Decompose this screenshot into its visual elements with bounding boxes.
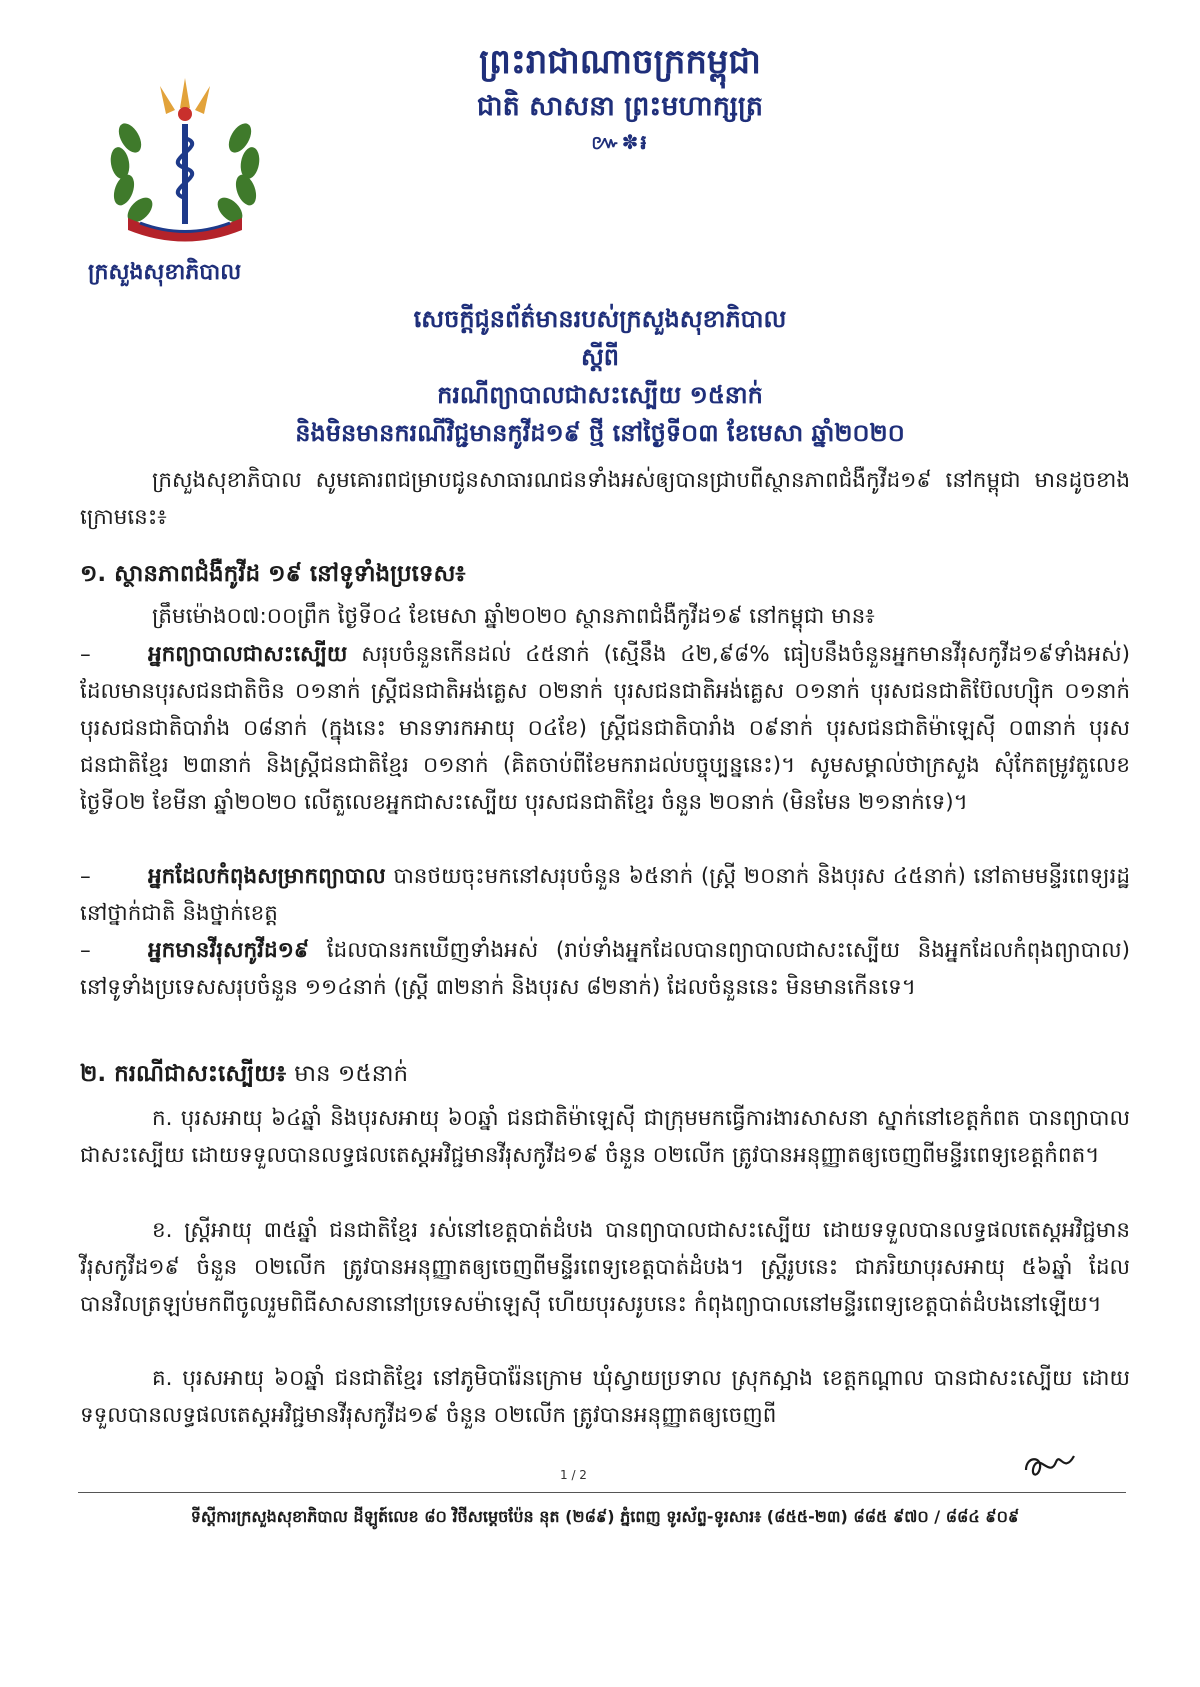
bullet-total-label: អ្នកមានវីរុសកូវីដ១៩	[148, 938, 310, 963]
bullet-recovered-text: សរុបចំនួនកើនដល់ ៤៥នាក់ (ស្មើនឹង ៤២,៩៨% ធៀបនឹងចំនួនអ្នកមានវីរុសកូវីដ១៩ទាំងអស់) ដែលមានបុរសជនជាតិចិន ០១នាក់ ស្ត្រីជនជាតិអង់គ្លេស ០២នាក់ បុរសជនជាតិអង់គ្លេស ០១នាក់ បុរសជនជាតិប៊ែលហ្ស៊ិក ០១នាក់ បុរសជនជាតិបារាំង ០៨នាក់ (ក្នុងនេះ មានទារកអាយុ ០៤ខែ) ស្ត្រីជនជាតិបារាំង ០៩នាក់ បុរសជនជាតិម៉ាឡេស៊ី ០៣នាក់ បុរសជនជាតិខ្មែរ ២៣នាក់ និងស្ត្រីជនជាតិខ្មែរ ០១នាក់ (គិតចាប់ពីខែមករាដល់បច្ចុប្បន្ននេះ)។ សូមសម្គាល់ថាក្រសួង សុំកែតម្រូវតួលេខថ្ងៃទី០២ ខែមីនា ឆ្នាំ២០២០ លើតួលេខអ្នកជាសះស្បើយ បុរសជនជាតិខ្មែរ ចំនួន ២០នាក់ (មិនមែន ២១នាក់ទេ)។	[80, 642, 1131, 815]
title-line-3: ករណីព្យាបាលជាសះស្បើយ ១៥នាក់	[437, 381, 763, 409]
bullet-in-treatment-text: បានថយចុះមកនៅសរុបចំនួន ៦៥នាក់ (ស្ត្រី ២០នាក់ និងបុរស ៤៥នាក់) នៅតាមមន្ទីរពេទ្យរដ្ឋនៅថ្នាក់ជាតិ និងថ្នាក់ខេត្ត	[80, 864, 1130, 926]
kingdom-name: ព្រះរាជាណាចក្រកម្ពុជា	[479, 42, 761, 82]
section-1-bullet-in-treatment: – អ្នកដែលកំពុងសម្រាកព្យាបាល បានថយចុះមកនៅសរុបចំនួន ៦៥នាក់ (ស្ត្រី ២០នាក់ និងបុរស ៤៥នាក់) នៅតាមមន្ទីរពេទ្យរដ្ឋនៅថ្នាក់ជាតិ និងថ្នាក់ខេត្ត	[80, 864, 1130, 926]
case-item-ka: ក. បុរសអាយុ ៦៤ឆ្នាំ និងបុរសអាយុ ៦០ឆ្នាំ ជនជាតិម៉ាឡេស៊ី ជាក្រុមមកធ្វើការងារសាសនា ស្នាក់នៅខេត្តកំពត បានព្យាបាលជាសះស្បើយ ដោយទទួលបានលទ្ធផលតេស្តអវិជ្ជមានវីរុសកូវីដ១៩ ចំនួន ០២លើក ត្រូវបានអនុញ្ញាតឲ្យចេញពីមន្ទីរពេទ្យខេត្តកំពត។	[80, 1106, 1130, 1168]
section-1-bullet-total: – អ្នកមានវីរុសកូវីដ១៩ ដែលបានរកឃើញទាំងអស់ (រាប់ទាំងអ្នកដែលបានព្យាបាលជាសះស្បើយ និងអ្នកដែលកំពុងព្យាបាល) នៅទូទាំងប្រទេសសរុបចំនួន ១១៤នាក់ (ស្ត្រី ៣២នាក់ និងបុរស ៨២នាក់) ដែលចំនួននេះ មិនមានកើនទេ។	[80, 938, 1130, 1000]
bullet-recovered-label: អ្នកព្យាបាលជាសះស្បើយ	[148, 642, 348, 667]
kingdom-header	[400, 38, 840, 156]
intro-paragraph: ក្រសួងសុខាភិបាល សូមគោរពជម្រាបជូនសាធារណជនទាំងអស់ឲ្យបានជ្រាបពីស្ថានភាពជំងឺកូវីដ១៩ នៅកម្ពុជា មានដូចខាងក្រោមនេះ៖	[80, 468, 1130, 530]
section-1-heading: ១. ស្ថានភាពជំងឺកូវីដ ១៩ នៅទូទាំងប្រទេស៖	[80, 561, 466, 587]
bullet-total-text: ដែលបានរកឃើញទាំងអស់ (រាប់ទាំងអ្នកដែលបានព្យាបាលជាសះស្បើយ និងអ្នកដែលកំពុងព្យាបាល) នៅទូទាំងប្រទេសសរុបចំនួន ១១៤នាក់ (ស្ត្រី ៣២នាក់ និងបុរស ៨២នាក់) ដែលចំនួននេះ មិនមានកើនទេ។	[80, 938, 1130, 1000]
page-number: 1 / 2	[560, 1468, 587, 1482]
national-motto: ជាតិ សាសនា ព្រះមហាក្សត្រ	[476, 91, 764, 122]
document-title	[160, 300, 1040, 452]
footer-divider	[78, 1492, 1126, 1493]
ornament-divider: ៚✽៛	[591, 130, 649, 154]
footer-address: ទីស្ដីការក្រសួងសុខាភិបាល ដីឡូត៍លេខ ៨០ វិថីសម្ដេចប៉ែន នុត (២៨៩) ភ្នំពេញ ទូរស័ព្ទ-ទូរសារ៖ (៨៥៥-២៣) ៨៨៥ ៩៧០ / ៨៨៤ ៩០៩	[190, 1507, 1020, 1526]
case-item-ko: គ. បុរសអាយុ ៦០ឆ្នាំ ជនជាតិខ្មែរ នៅភូមិបារ៉ែនក្រោម ឃុំស្វាយប្រទាល ស្រុកស្អាង ខេត្តកណ្ដាល បានជាសះស្បើយ ដោយទទួលបានលទ្ធផលតេស្តអវិជ្ជមានវីរុសកូវីដ១៩ ចំនួន ០២លើក ត្រូវបានអនុញ្ញាតឲ្យចេញពី	[80, 1366, 1130, 1428]
case-item-kha: ខ. ស្ត្រីអាយុ ៣៥ឆ្នាំ ជនជាតិខ្មែរ រស់នៅខេត្តបាត់ដំបង បានព្យាបាលជាសះស្បើយ ដោយទទួលបានលទ្ធផលតេស្តអវិជ្ជមានវីរុសកូវីដ១៩ ចំនួន ០២លើក ត្រូវបានអនុញ្ញាតឲ្យចេញពីមន្ទីរពេទ្យខេត្តបាត់ដំបង។ ស្ត្រីរូបនេះ ជាភរិយាបុរសអាយុ ៥៦ឆ្នាំ ដែលបានវិលត្រឡប់មកពីចូលរួមពិធីសាសនានៅប្រទេសម៉ាឡេស៊ី ហើយបុរសរូបនេះ កំពុងព្យាបាលនៅមន្ទីរពេទ្យខេត្តបាត់ដំបងនៅឡើយ។	[80, 1218, 1130, 1317]
title-line-1: សេចក្ដីជូនព័ត៌មានរបស់ក្រសួងសុខាភិបាល	[413, 305, 787, 333]
bullet-in-treatment-label: អ្នកដែលកំពុងសម្រាកព្យាបាល	[148, 864, 386, 889]
section-2-heading-label: ២. ករណីជាសះស្បើយ៖	[80, 1061, 287, 1087]
section-2-heading	[80, 1060, 408, 1093]
section-1-lead: ត្រឹមម៉ោង០៧:០០ព្រឹក ថ្ងៃទី០៤ ខែមេសា ឆ្នាំ២០២០ ស្ថានភាពជំងឺកូវីដ១៩ នៅកម្ពុជា មាន៖	[152, 604, 875, 629]
ministry-emblem-logo	[100, 68, 270, 248]
title-line-2: ស្ដីពី	[580, 343, 620, 371]
title-line-4: និងមិនមានករណីវិជ្ជមានកូវីដ១៩ ថ្មី នៅថ្ងៃទី០៣ ខែមេសា ឆ្នាំ២០២០	[295, 419, 905, 447]
section-2-heading-count: មាន ១៥នាក់	[294, 1061, 409, 1087]
section-1-bullet-recovered: – អ្នកព្យាបាលជាសះស្បើយ សរុបចំនួនកើនដល់ ៤៥នាក់ (ស្មើនឹង ៤២,៩៨% ធៀបនឹងចំនួនអ្នកមានវីរុសកូវីដ១៩ទាំងអស់) ដែលមានបុរសជនជាតិចិន ០១នាក់ ស្ត្រីជនជាតិអង់គ្លេស ០២នាក់ បុរសជនជាតិអង់គ្លេស ០១នាក់ បុរសជនជាតិប៊ែលហ្ស៊ិក ០១នាក់ បុរសជនជាតិបារាំង ០៨នាក់ (ក្នុងនេះ មានទារកអាយុ ០៤ខែ) ស្ត្រីជនជាតិបារាំង ០៩នាក់ បុរសជនជាតិម៉ាឡេស៊ី ០៣នាក់ បុរសជនជាតិខ្មែរ ២៣នាក់ និងស្ត្រីជនជាតិខ្មែរ ០១នាក់ (គិតចាប់ពីខែមករាដល់បច្ចុប្បន្ននេះ)។ សូមសម្គាល់ថាក្រសួង សុំកែតម្រូវតួលេខថ្ងៃទី០២ ខែមីនា ឆ្នាំ២០២០ លើតួលេខអ្នកជាសះស្បើយ បុរសជនជាតិខ្មែរ ចំនួន ២០នាក់ (មិនមែន ២១នាក់ទេ)។	[80, 642, 1131, 815]
signature-mark	[1020, 1448, 1080, 1482]
ministry-name: ក្រសួងសុខាភិបាល	[88, 260, 242, 285]
